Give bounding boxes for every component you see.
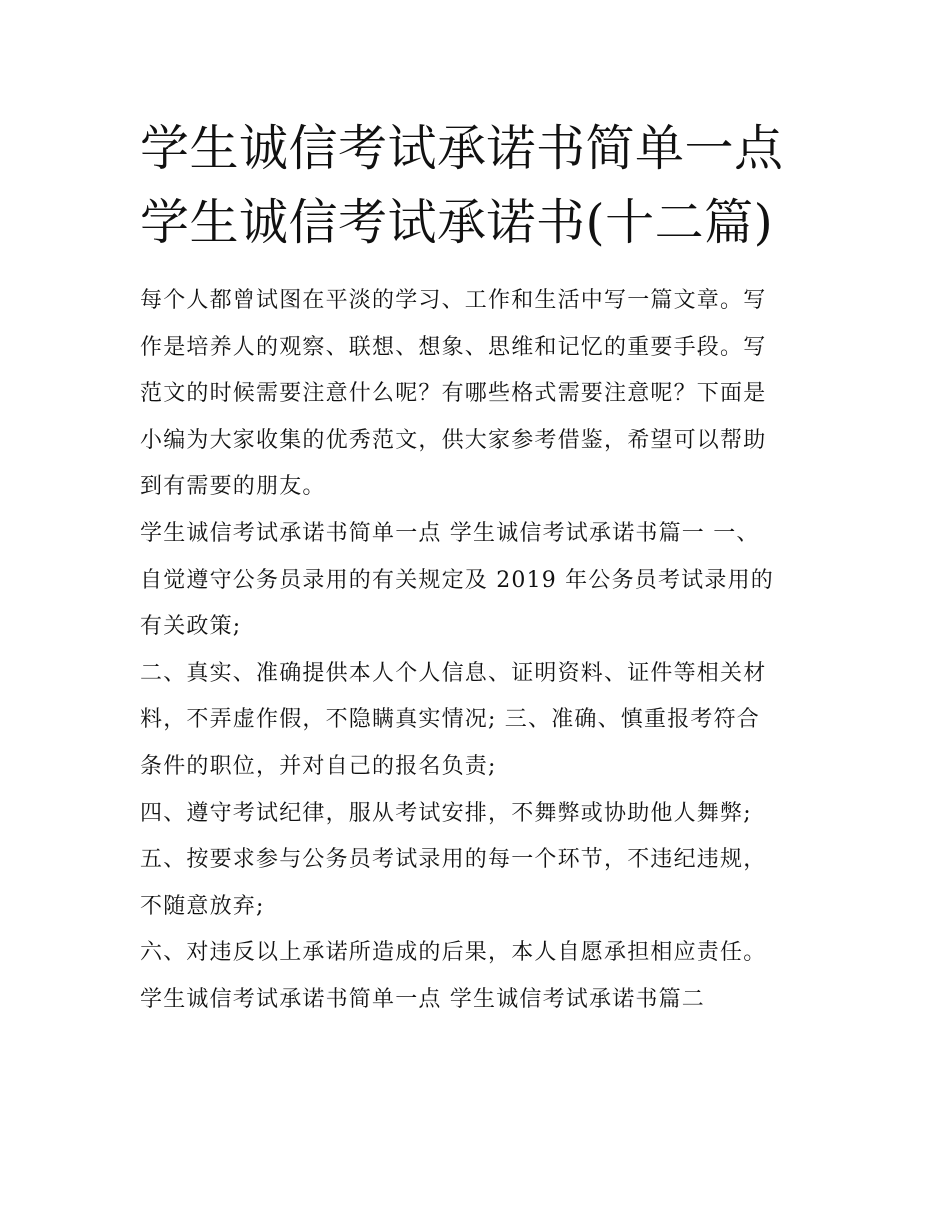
body-line: 二、真实、准确提供本人个人信息、证明资料、证件等相关材 <box>140 660 767 686</box>
title-line-1: 学生诚信考试承诺书简单一点 <box>140 120 784 177</box>
body-line: 学生诚信考试承诺书简单一点 学生诚信考试承诺书篇一 一、 <box>140 520 760 546</box>
body-line: 每个人都曾试图在平淡的学习、工作和生活中写一篇文章。写 <box>140 288 767 313</box>
document-body <box>140 278 830 1024</box>
document-title <box>140 112 840 260</box>
body-line: 范文的时候需要注意什么呢？有哪些格式需要注意呢？下面是 <box>140 381 767 407</box>
title-line-2: 学生诚信考试承诺书(十二篇) <box>140 194 774 251</box>
body-line: 四、遵守考试纪律，服从考试安排，不舞弊或协助他人舞弊; <box>140 800 752 826</box>
body-line: 料，不弄虚作假，不隐瞒真实情况; 三、准确、慎重报考符合 <box>140 707 761 733</box>
body-line: 学生诚信考试承诺书简单一点 学生诚信考试承诺书篇二 <box>140 986 705 1012</box>
body-line: 到有需要的朋友。 <box>140 474 326 500</box>
body-line: 条件的职位，并对自己的报名负责; <box>140 753 497 779</box>
body-line: 小编为大家收集的优秀范文，供大家参考借鉴，希望可以帮助 <box>140 427 767 453</box>
body-line: 不随意放弃; <box>140 893 265 919</box>
body-line: 六、对违反以上承诺所造成的后果，本人自愿承担相应责任。 <box>140 940 767 966</box>
body-line: 有关政策; <box>140 614 242 640</box>
body-line: 作是培养人的观察、联想、想象、思维和记忆的重要手段。写 <box>140 334 767 360</box>
body-line: 五、按要求参与公务员考试录用的每一个环节，不违纪违规， <box>140 847 767 873</box>
body-line: 自觉遵守公务员录用的有关规定及 2019 年公务员考试录用的 <box>140 567 774 593</box>
